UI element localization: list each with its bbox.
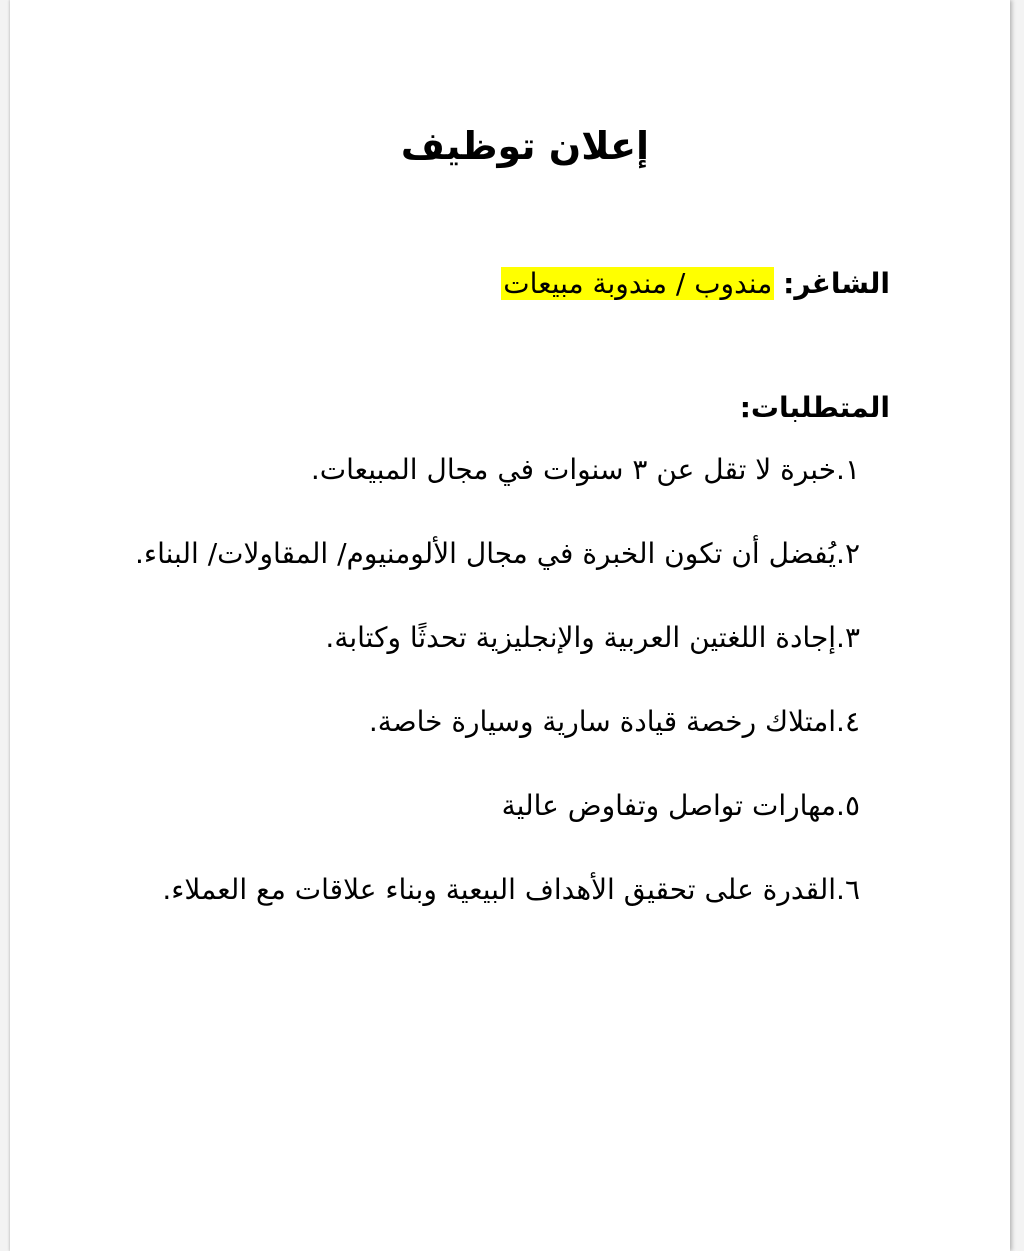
requirement-item: ٤.امتلاك رخصة قيادة سارية وسيارة خاصة.	[368, 705, 860, 738]
requirements-heading: المتطلبات:	[739, 391, 890, 424]
position-value-highlighted: مندوب / مندوبة مبيعات	[503, 267, 773, 300]
requirement-item: ٥.مهارات تواصل وتفاوض عالية	[501, 789, 860, 822]
position-label: الشاغر:	[783, 267, 890, 300]
requirement-item: ٣.إجادة اللغتين العربية والإنجليزية تحدثًا وكتابة.	[325, 621, 860, 654]
page-title: إعلان توظيف	[400, 124, 650, 168]
document-page	[10, 0, 1010, 1251]
position-line	[501, 262, 890, 306]
requirement-item: ٦.القدرة على تحقيق الأهداف البيعية وبناء علاقات مع العملاء.	[162, 873, 860, 906]
requirement-item: ١.خبرة لا تقل عن ٣ سنوات في مجال المبيعات.	[310, 453, 860, 486]
requirements-list	[135, 448, 860, 952]
requirement-item: ٢.يُفضل أن تكون الخبرة في مجال الألومنيوم/ المقاولات/ البناء.	[135, 537, 860, 570]
